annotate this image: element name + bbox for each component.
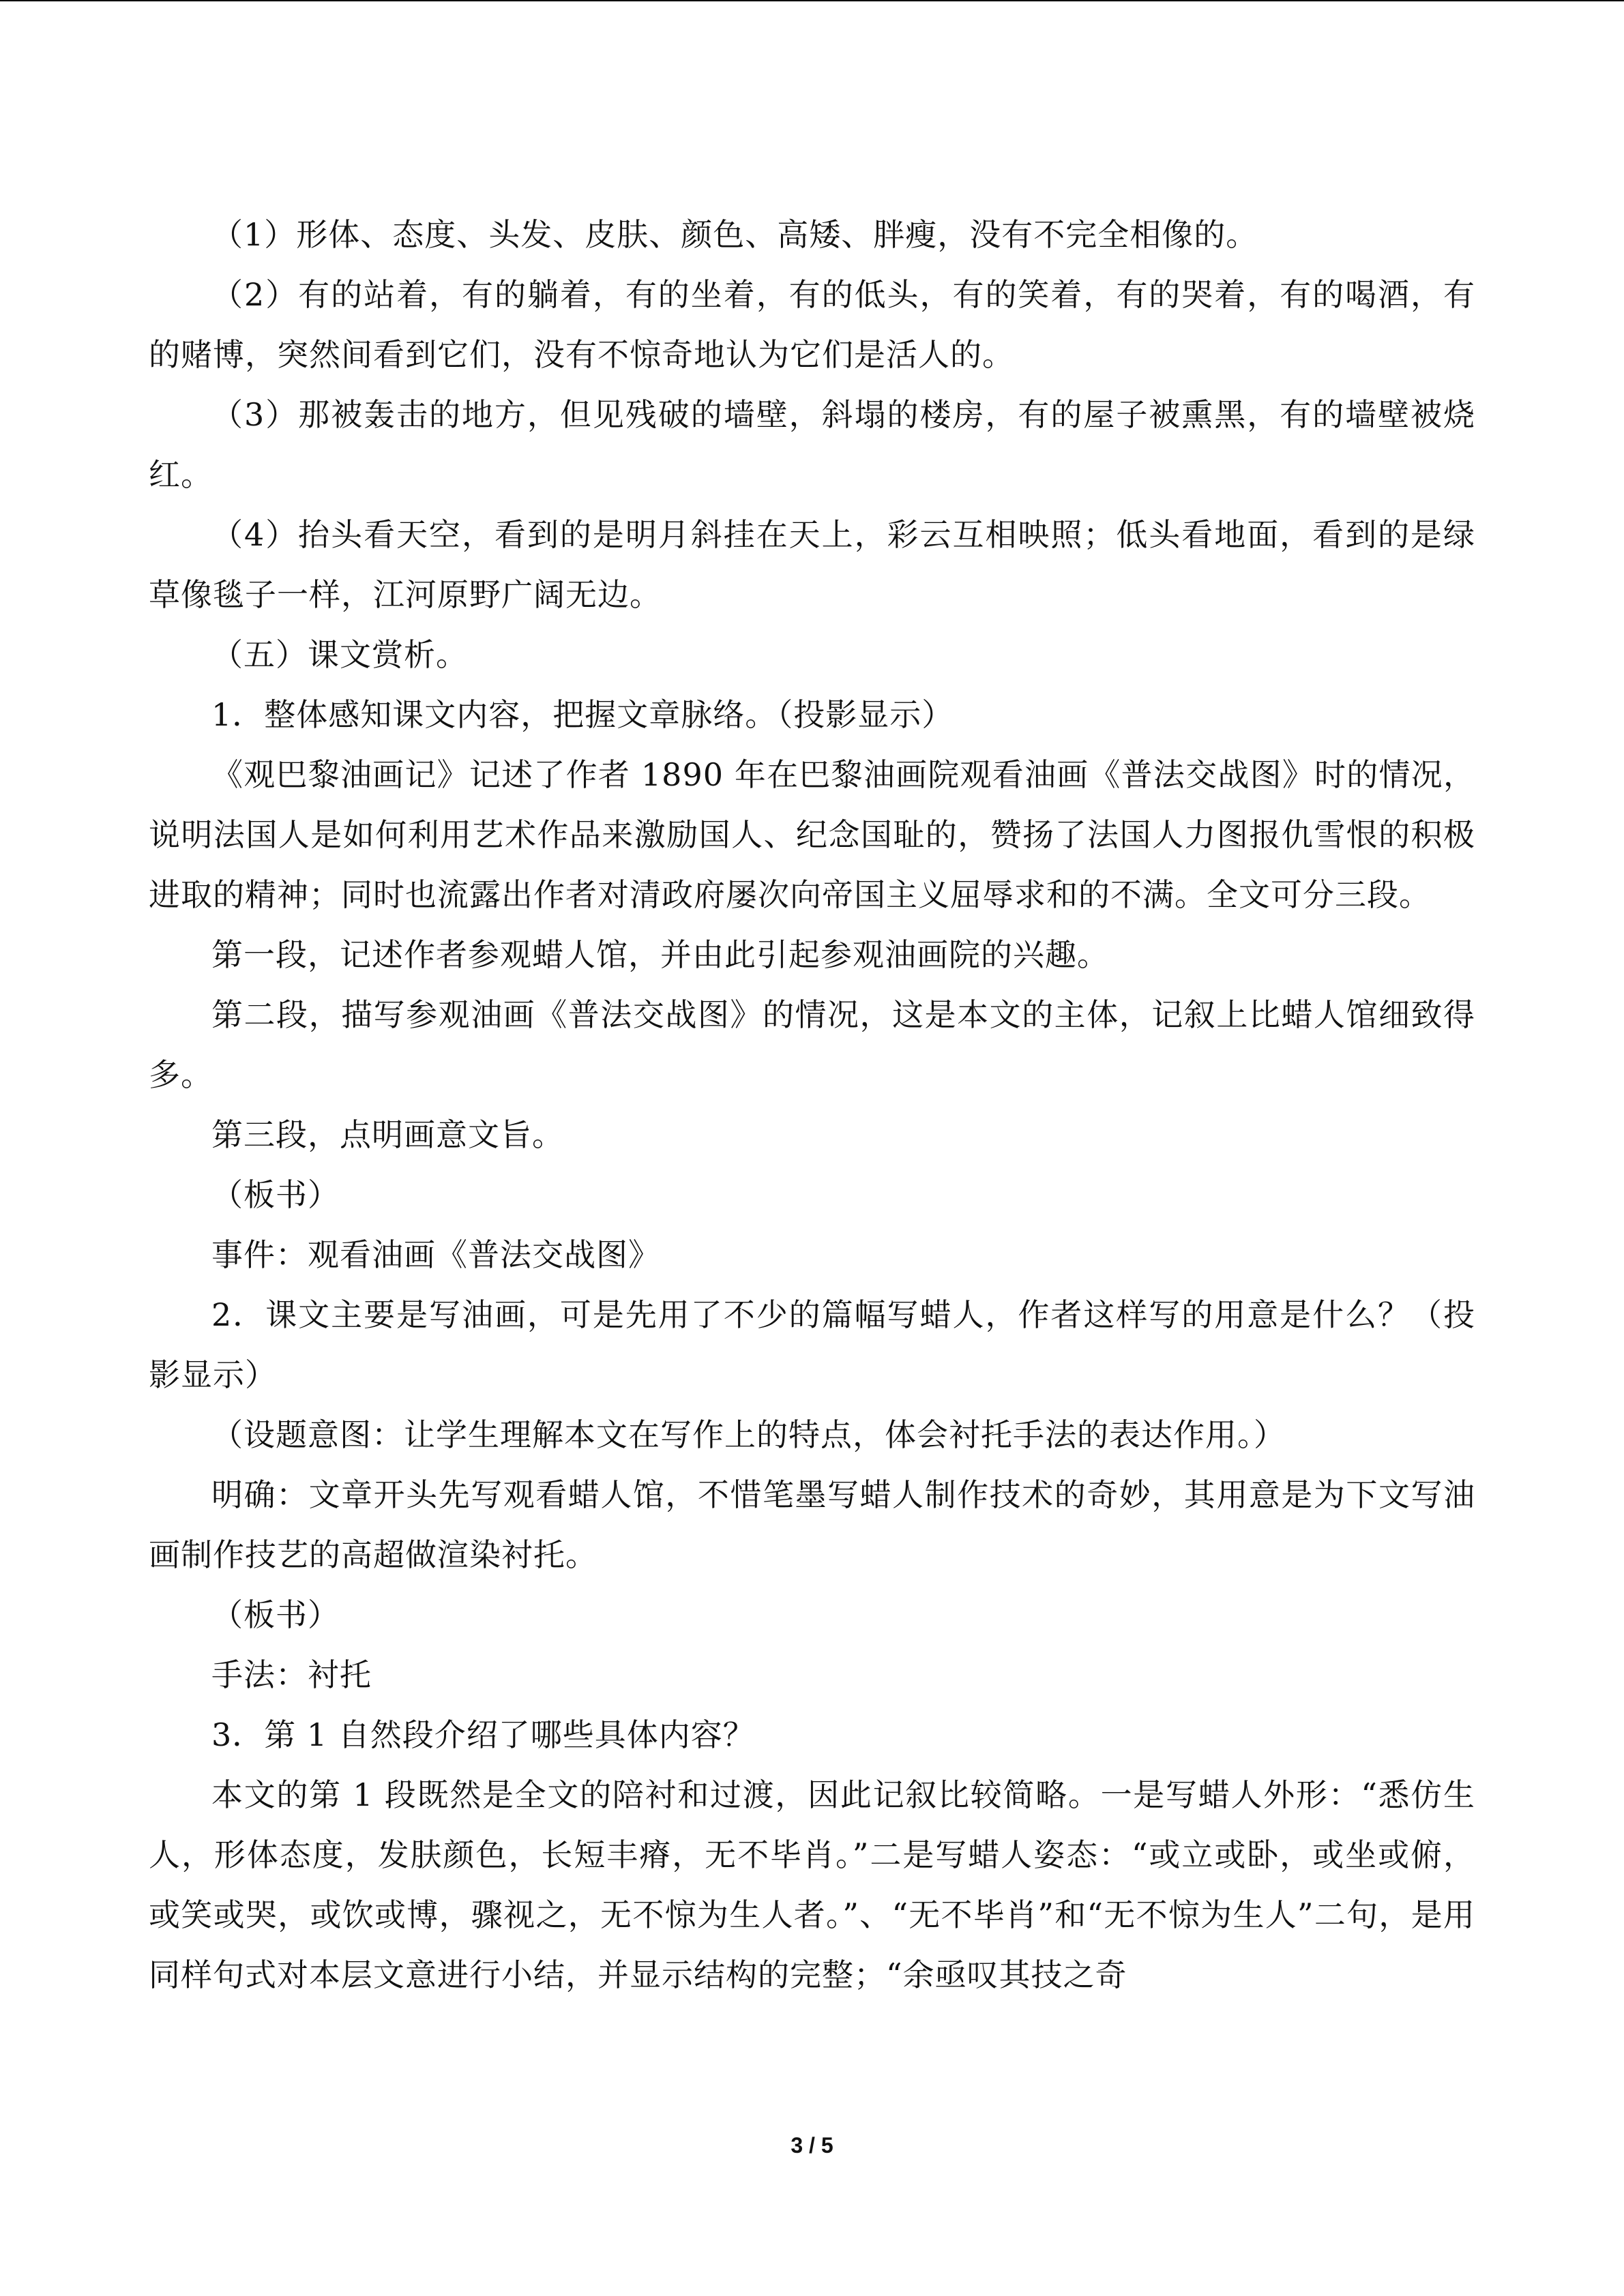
- board-technique: 手法：衬托: [211, 1656, 372, 1693]
- paragraph-part-3: 第三段，点明画意文旨。: [211, 1116, 564, 1153]
- board-event: 事件：观看油画《普法交战图》: [211, 1236, 660, 1273]
- design-intent: （设题意图：让学生理解本文在写作上的特点，体会衬托手法的表达作用。）: [211, 1416, 1286, 1453]
- paragraph-3: （3）那被轰击的地方，但见残破的墙壁，斜塌的楼房，有的屋子被熏黑，有的墙壁被烧红。: [149, 396, 1475, 493]
- answer-2: 明确：文章开头先写观看蜡人馆，不惜笔墨写蜡人制作技术的奇妙，其用意是为下文写油画制作技艺的高超做渲染衬托。: [149, 1476, 1475, 1573]
- board-note-1: （板书）: [211, 1176, 340, 1213]
- question-3: 3．第 1 自然段介绍了哪些具体内容？: [211, 1716, 755, 1753]
- paragraph-summary: 《观巴黎油画记》记述了作者 1890 年在巴黎油画院观看油画《普法交战图》时的情况，说明法国人是如何利用艺术作品来激励国人、纪念国耻的，赞扬了法国人力图报仇雪恨的积极进取的精神；同时也流露出作者对清政府屡次向帝国主义屈辱求和的不满。全文可分三段。: [149, 756, 1475, 913]
- board-note-2: （板书）: [211, 1596, 340, 1633]
- paragraph-part-1: 第一段，记述作者参观蜡人馆，并由此引起参观油画院的兴趣。: [211, 936, 1109, 973]
- paragraph-4: （4）抬头看天空，看到的是明月斜挂在天上，彩云互相映照；低头看地面，看到的是绿草像毯子一样，江河原野广阔无边。: [149, 516, 1475, 613]
- section-heading-5: （五）课文赏析。: [211, 636, 468, 673]
- question-2: 2．课文主要是写油画，可是先用了不少的篇幅写蜡人，作者这样写的用意是什么？（投影显示）: [149, 1296, 1475, 1393]
- paragraph-2: （2）有的站着，有的躺着，有的坐着，有的低头，有的笑着，有的哭着，有的喝酒，有的赌博，突然间看到它们，没有不惊奇地认为它们是活人的。: [149, 276, 1475, 373]
- question-1: 1．整体感知课文内容，把握文章脉络。（投影显示）: [211, 696, 954, 733]
- answer-3: 本文的第 1 段既然是全文的陪衬和过渡，因此记叙比较简略。一是写蜡人外形：“悉仿生人，形体态度，发肤颜色，长短丰瘠，无不毕肖。”二是写蜡人姿态：“或立或卧，或坐或俯，或笑或哭，或饮或博，骤视之，无不惊为生人者。”、“无不毕肖”和“无不惊为生人”二句，是用同样句式对本层文意进行小结，并显示结构的完整；“余亟叹其技之奇: [149, 1776, 1475, 1993]
- top-border-line: [0, 0, 1624, 1]
- paragraph-1: （1）形体、态度、头发、皮肤、颜色、高矮、胖瘦，没有不完全相像的。: [211, 216, 1258, 253]
- page-number: 3 / 5: [791, 2133, 833, 2158]
- document-body: [149, 205, 1475, 2005]
- paragraph-part-2: 第二段，描写参观油画《普法交战图》的情况，这是本文的主体，记叙上比蜡人馆细致得多。: [149, 996, 1475, 1093]
